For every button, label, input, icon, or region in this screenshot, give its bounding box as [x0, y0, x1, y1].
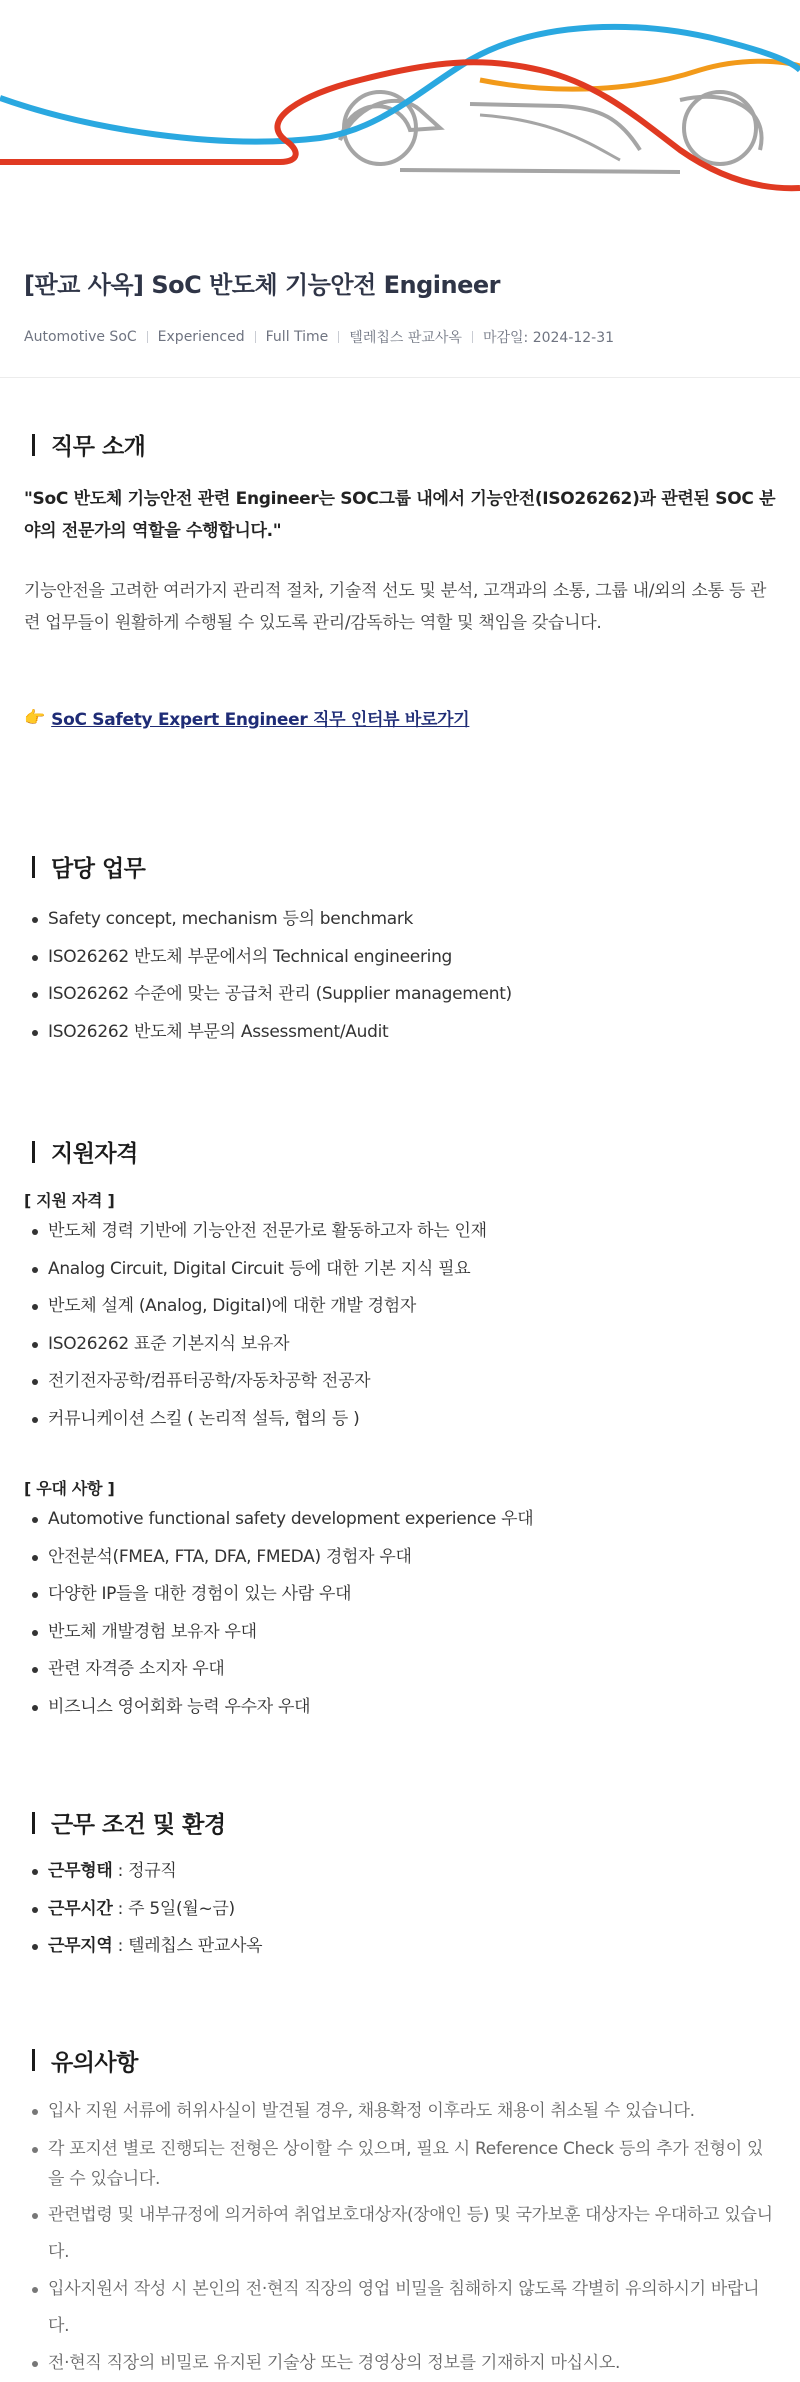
pointing-hand-icon: 👉 [24, 707, 46, 728]
section-qualifications [24, 1135, 776, 1726]
list-item: 관련법령 및 내부규정에 의거하여 취업보호대상자(장애인 등) 및 국가보훈 대상자는 우대하고 있습니다. [24, 2197, 776, 2271]
condition-value: : 텔레칩스 판교사옥 [112, 1936, 263, 1956]
list-item: Automotive functional safety development experience 우대 [24, 1501, 776, 1539]
list-item: 비즈니스 영어회화 능력 우수자 우대 [24, 1689, 776, 1727]
condition-value: : 주 5일(월~금) [112, 1898, 235, 1919]
intro-paragraph: 기능안전을 고려한 여러가지 관리적 절차, 기술적 선도 및 분석, 고객과의 소통, 그룹 내/외의 소통 등 관련 업무들이 원활하게 수행될 수 있도록 관리/감독하는 역할 및 책임을 갖습니다. [24, 581, 767, 633]
list-item: ISO26262 반도체 부문의 Assessment/Audit [24, 1014, 776, 1052]
duties-list [24, 901, 776, 1051]
list-item: 다양한 IP들을 대한 경험이 있는 사람 우대 [24, 1576, 776, 1614]
list-item: 각 포지션 별로 진행되는 전형은 상이할 수 있으며, 필요 시 Reference Check 등의 추가 전형이 있을 수 있습니다. [24, 2130, 776, 2197]
condition-value: : 정규직 [112, 1861, 177, 1881]
section-work-conditions [24, 1806, 776, 1966]
preferred-list [24, 1501, 776, 1726]
list-item: 전기전자공학/컴퓨터공학/자동차공학 전공자 [24, 1363, 776, 1401]
section-title-bar [32, 1141, 35, 1163]
list-item: 안전분석(FMEA, FTA, DFA, FMEDA) 경험자 우대 [24, 1539, 776, 1577]
conditions-list [24, 1853, 776, 1966]
list-item [24, 1928, 776, 1966]
meta-divider [255, 331, 256, 343]
list-item: 입사지원서 작성 시 본인의 전·현직 직장의 영업 비밀을 침해하지 않도록 각별히 유의하시기 바랍니다. [24, 2271, 776, 2345]
hero-banner [0, 0, 800, 240]
list-item: ISO26262 반도체 부문에서의 Technical engineering [24, 939, 776, 977]
job-meta-row [24, 327, 776, 347]
section-title [24, 850, 776, 883]
interview-link[interactable]: SoC Safety Expert Engineer 직무 인터뷰 바로가기 [51, 710, 470, 730]
preferred-heading: [ 우대 사항 ] [24, 1479, 115, 1498]
intro-quote: "SoC 반도체 기능안전 관련 Engineer는 SOC그룹 내에서 기능안전(ISO26262)과 관련된 SOC 분야의 전문가의 역할을 수행합니다." [24, 489, 776, 541]
interview-link-row [24, 705, 776, 730]
list-item: ISO26262 표준 기본지식 보유자 [24, 1326, 776, 1364]
meta-location: 텔레칩스 판교사옥 [349, 330, 462, 347]
condition-label: 근무형태 [48, 1861, 113, 1881]
section-title-bar [32, 2049, 35, 2071]
list-item [24, 1853, 776, 1891]
section-title-text: 직무 소개 [51, 434, 146, 460]
section-title-bar [32, 434, 35, 456]
section-title-text: 유의사항 [51, 2049, 138, 2076]
meta-employment-type: Full Time [265, 329, 329, 346]
meta-divider [472, 331, 473, 343]
condition-label: 근무시간 [48, 1898, 113, 1919]
car-line-illustration [0, 0, 800, 240]
required-list [24, 1213, 776, 1438]
section-title-text: 근무 조건 및 환경 [51, 1812, 226, 1838]
list-item [24, 1891, 776, 1929]
section-title [24, 2044, 776, 2077]
list-item: 전·현직 직장의 비밀로 유지된 기술상 또는 경영상의 정보를 기재하지 마십시오. [24, 2345, 776, 2382]
section-job-intro [24, 428, 776, 730]
job-header [0, 240, 800, 378]
list-item: 반도체 개발경험 보유자 우대 [24, 1614, 776, 1652]
section-title [24, 1135, 776, 1168]
list-item: 입사 지원 서류에 허위사실이 발견될 경우, 채용확정 이후라도 채용이 취소될 수 있습니다. [24, 2093, 776, 2130]
list-item: Analog Circuit, Digital Circuit 등에 대한 기본 지식 필요 [24, 1251, 776, 1289]
job-description [0, 428, 800, 2382]
list-item: ISO26262 수준에 맞는 공급처 관리 (Supplier management) [24, 976, 776, 1014]
section-title-text: 지원자격 [51, 1141, 138, 1167]
required-heading: [ 지원 자격 ] [24, 1191, 115, 1210]
meta-divider [338, 331, 339, 343]
section-title [24, 1806, 776, 1839]
section-title [24, 428, 776, 461]
notices-list [24, 2093, 776, 2382]
job-title: [판교 사옥] SoC 반도체 기능안전 Engineer [24, 271, 500, 299]
meta-category: Automotive SoC [24, 329, 137, 346]
meta-deadline: 마감일: 2024-12-31 [482, 330, 615, 347]
list-item: 관련 자격증 소지자 우대 [24, 1651, 776, 1689]
section-title-bar [32, 856, 35, 878]
section-title-bar [32, 1812, 35, 1834]
list-item: Safety concept, mechanism 등의 benchmark [24, 901, 776, 939]
list-item: 반도체 설계 (Analog, Digital)에 대한 개발 경험자 [24, 1288, 776, 1326]
list-item: 커뮤니케이션 스킬 ( 논리적 설득, 협의 등 ) [24, 1401, 776, 1439]
section-notices [24, 2044, 776, 2382]
meta-divider [147, 331, 148, 343]
section-title-text: 담당 업무 [51, 856, 146, 882]
section-duties [24, 850, 776, 1051]
condition-label: 근무지역 [48, 1936, 113, 1956]
list-item: 반도체 경력 기반에 기능안전 전문가로 활동하고자 하는 인재 [24, 1213, 776, 1251]
meta-career: Experienced [157, 329, 245, 346]
